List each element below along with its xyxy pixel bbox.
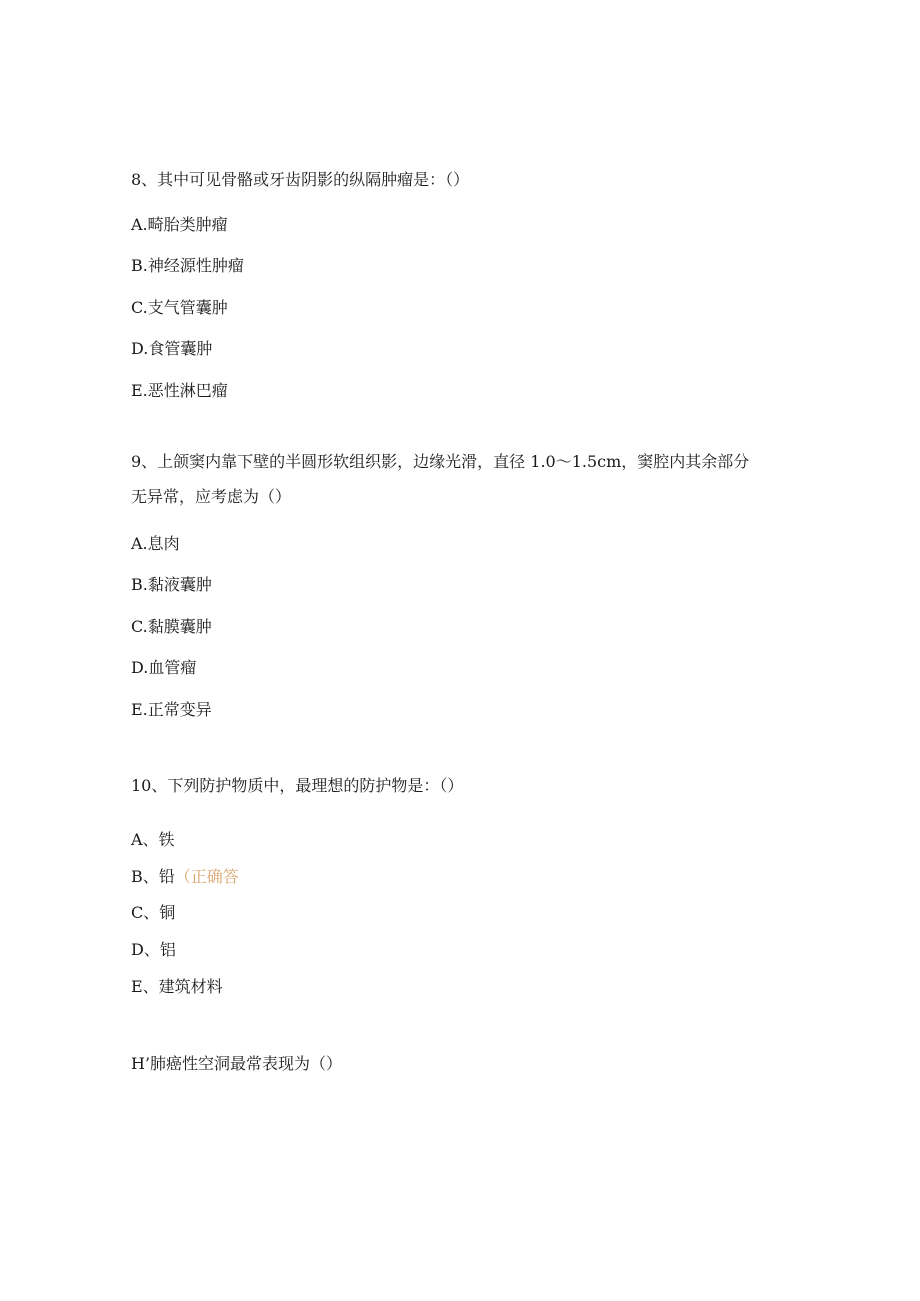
question-8-option-a: A.畸胎类肿瘤: [131, 215, 228, 234]
question-9-stem-line-2: 无异常，应考虑为（）: [131, 487, 292, 506]
question-9-option-d: D.血管瘤: [131, 658, 197, 677]
question-10-option-e: E、建筑材料: [131, 977, 223, 996]
question-8-option-e: E.恶性淋巴瘤: [131, 381, 228, 400]
question-11-stem: H’肺癌性空洞最常表现为（）: [131, 1054, 343, 1073]
question-9-option-b: B.黏液囊肿: [131, 575, 212, 594]
question-8-option-c: C.支气管囊肿: [131, 298, 228, 317]
question-10-answer-hint: （正确答: [174, 867, 239, 886]
question-10-option-d: D、铝: [131, 940, 176, 959]
question-8-option-d: D.食管囊肿: [131, 339, 213, 358]
question-10-stem: 10、下列防护物质中，最理想的防护物是：（）: [131, 776, 464, 795]
question-9-stem-line-1: 9、上颌窦内靠下壁的半圆形软组织影，边缘光滑，直径 1.0～1.5cm，窦腔内其余部分: [131, 452, 750, 471]
question-10-option-b: [131, 867, 239, 887]
question-8-stem: 8、其中可见骨骼或牙齿阴影的纵隔肿瘤是：（）: [131, 170, 470, 189]
question-10-option-b-text: B、铅: [131, 867, 175, 886]
question-9-option-c: C.黏膜囊肿: [131, 617, 212, 636]
question-9-option-e: E.正常变异: [131, 700, 212, 719]
question-10-option-a: A、铁: [131, 830, 175, 849]
question-8-option-b: B.神经源性肿瘤: [131, 256, 244, 275]
question-9-option-a: A.息肉: [131, 534, 180, 553]
question-10-option-c: C、铜: [131, 903, 176, 922]
